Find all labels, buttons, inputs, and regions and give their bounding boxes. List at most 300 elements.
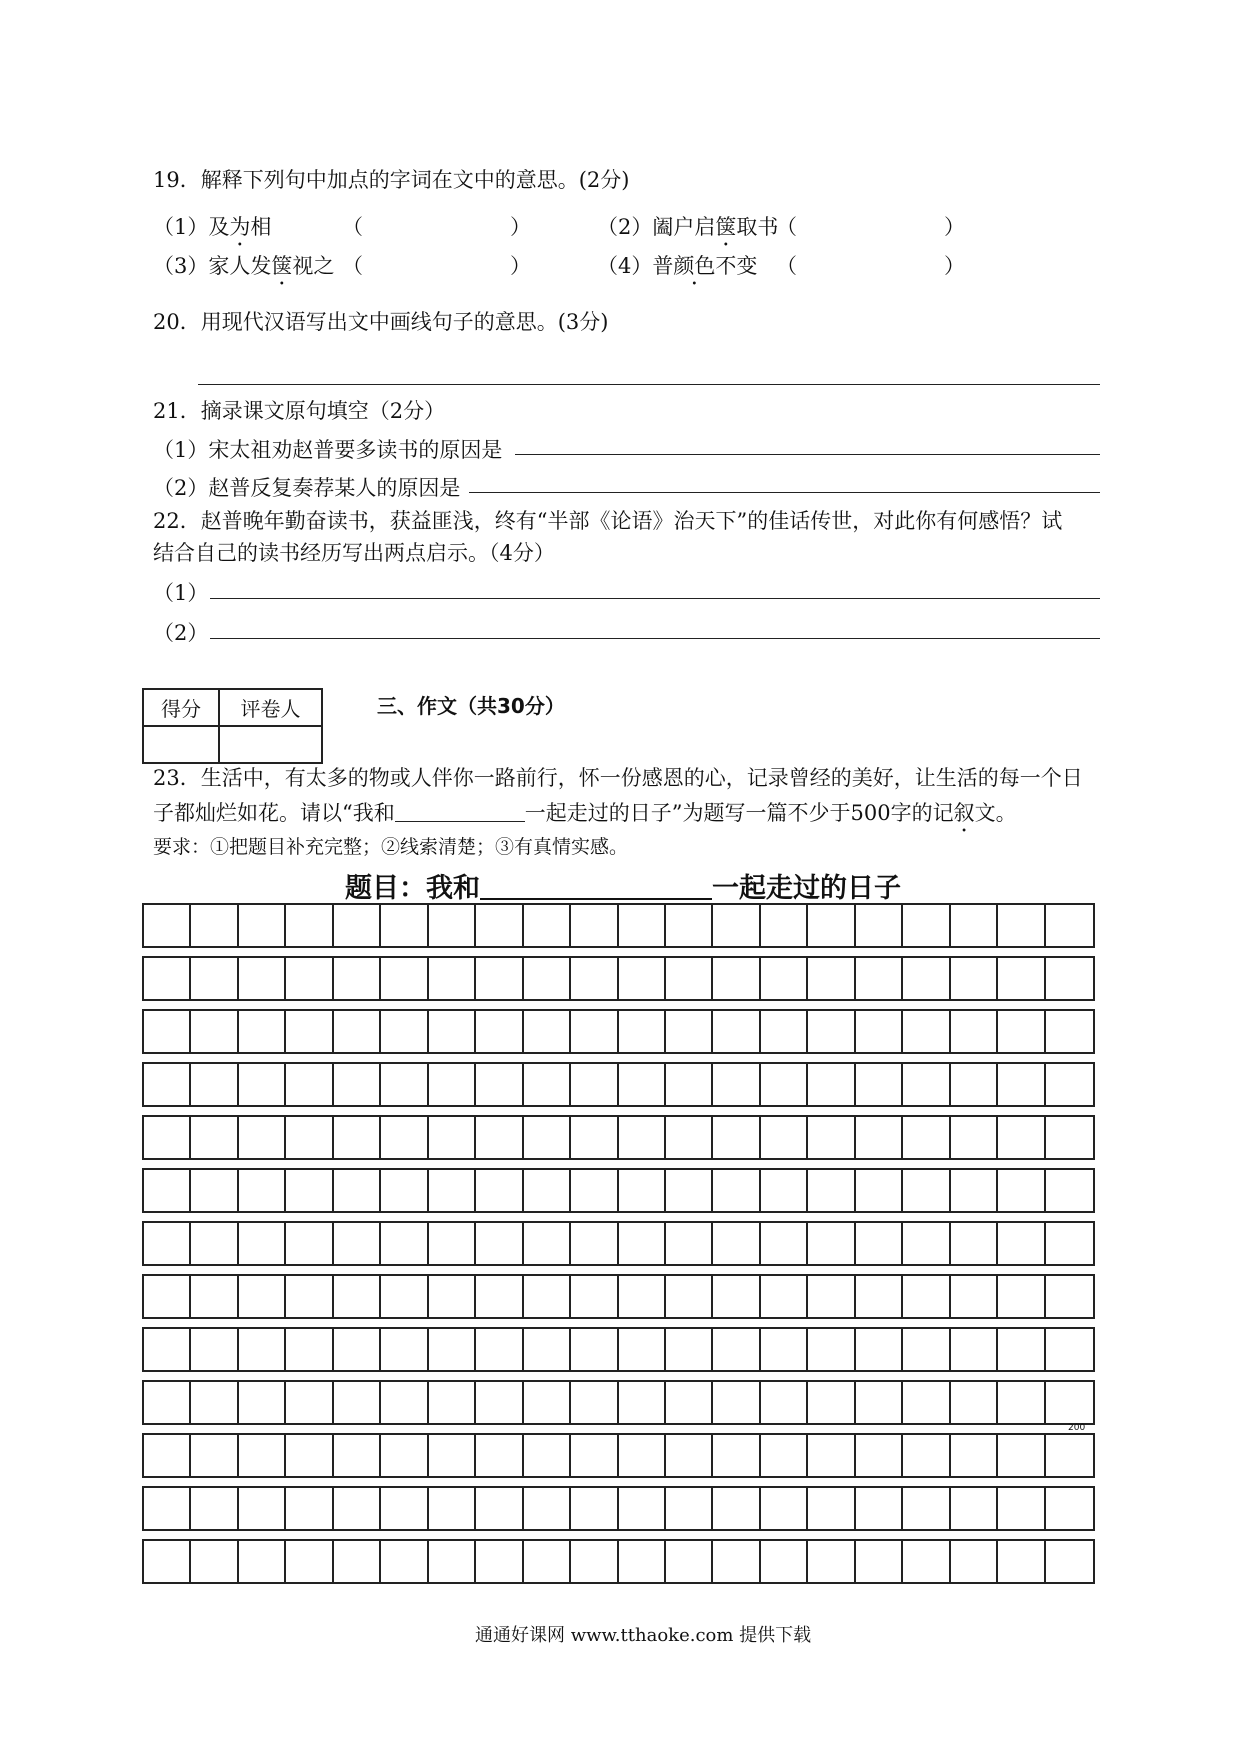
q22-answer-line-2[interactable]	[210, 638, 1100, 639]
essay-grid-cell[interactable]	[998, 1329, 1045, 1370]
essay-grid-cell[interactable]	[381, 1382, 428, 1423]
essay-grid-cell[interactable]	[856, 1011, 903, 1052]
essay-grid-cell[interactable]	[951, 905, 998, 946]
essay-grid-cell[interactable]	[1046, 958, 1093, 999]
essay-grid-cell[interactable]	[619, 1117, 666, 1158]
essay-grid-cell[interactable]	[951, 1064, 998, 1105]
essay-grid-row[interactable]	[142, 903, 1095, 948]
essay-grid-cell[interactable]	[334, 1223, 381, 1264]
essay-grid-cell[interactable]	[1046, 1117, 1093, 1158]
essay-grid-cell[interactable]	[524, 905, 571, 946]
essay-grid-cell[interactable]	[429, 1488, 476, 1529]
essay-grid-cell[interactable]	[1046, 905, 1093, 946]
essay-grid-cell[interactable]	[571, 1382, 618, 1423]
essay-grid-cell[interactable]	[998, 1170, 1045, 1211]
essay-grid-cell[interactable]	[998, 1223, 1045, 1264]
essay-grid-cell[interactable]	[144, 1541, 191, 1582]
essay-grid-cell[interactable]	[191, 958, 238, 999]
essay-grid-cell[interactable]	[144, 1435, 191, 1476]
essay-grid-cell[interactable]	[571, 905, 618, 946]
essay-grid-cell[interactable]	[429, 905, 476, 946]
essay-grid-cell[interactable]	[334, 1011, 381, 1052]
essay-grid-cell[interactable]	[951, 1541, 998, 1582]
essay-grid-cell[interactable]	[1046, 1170, 1093, 1211]
essay-grid-cell[interactable]	[381, 958, 428, 999]
essay-grid-cell[interactable]	[429, 1117, 476, 1158]
q23-line2: 子都灿烂如花。请以“我和 一起走过的日子”为题写一篇不少于500字的记叙文。	[153, 801, 1017, 825]
q20-answer-line[interactable]	[198, 384, 1100, 385]
essay-grid-cell[interactable]	[334, 1117, 381, 1158]
essay-grid-cell[interactable]	[286, 958, 333, 999]
q19-item-3: （3）家人发箧视之	[153, 254, 335, 278]
essay-grid-cell[interactable]	[381, 1223, 428, 1264]
essay-grid-cell[interactable]	[429, 1170, 476, 1211]
essay-grid-cell[interactable]	[144, 905, 191, 946]
essay-grid-cell[interactable]	[191, 1064, 238, 1105]
essay-grid-cell[interactable]	[429, 1064, 476, 1105]
essay-grid-cell[interactable]	[761, 1064, 808, 1105]
essay-grid-cell[interactable]	[998, 1276, 1045, 1317]
essay-grid-cell[interactable]	[476, 1064, 523, 1105]
q19-item-4: （4）普颜色不变	[597, 254, 758, 278]
essay-grid-cell[interactable]	[761, 905, 808, 946]
essay-grid-cell[interactable]	[334, 1435, 381, 1476]
essay-grid-cell[interactable]	[761, 1011, 808, 1052]
essay-grid-cell[interactable]	[571, 1276, 618, 1317]
essay-grid-cell[interactable]	[903, 958, 950, 999]
essay-grid-cell[interactable]	[191, 1329, 238, 1370]
essay-grid-cell[interactable]	[903, 1382, 950, 1423]
essay-grid-cell[interactable]	[144, 1223, 191, 1264]
q22-stem-line1: 22．赵普晚年勤奋读书，获益匪浅，终有“半部《论语》治天下”的佳话传世，对此你有何感悟？试	[153, 509, 1063, 533]
essay-grid-cell[interactable]	[239, 958, 286, 999]
essay-grid-cell[interactable]	[808, 1435, 855, 1476]
essay-grid-cell[interactable]	[666, 1329, 713, 1370]
essay-grid-cell[interactable]	[903, 905, 950, 946]
essay-grid-cell[interactable]	[476, 1276, 523, 1317]
essay-grid-row[interactable]	[142, 1433, 1095, 1478]
essay-grid-row[interactable]	[142, 1009, 1095, 1054]
essay-grid-cell[interactable]	[619, 1064, 666, 1105]
essay-grid-cell[interactable]	[381, 1541, 428, 1582]
essay-grid-cell[interactable]	[286, 905, 333, 946]
q23-title-blank[interactable]	[395, 803, 525, 822]
essay-grid-row[interactable]	[142, 1327, 1095, 1372]
essay-grid-cell[interactable]	[619, 1276, 666, 1317]
essay-grid-cell[interactable]	[191, 1435, 238, 1476]
essay-grid-cell[interactable]	[191, 1276, 238, 1317]
grid-count-marker: 200	[1068, 1423, 1086, 1433]
essay-grid-cell[interactable]	[239, 1488, 286, 1529]
essay-grid-cell[interactable]	[808, 958, 855, 999]
essay-grid-cell[interactable]	[713, 1223, 760, 1264]
essay-grid-cell[interactable]	[713, 1170, 760, 1211]
q22-answer-line-1[interactable]	[210, 598, 1100, 599]
essay-grid-cell[interactable]	[998, 1064, 1045, 1105]
essay-grid-cell[interactable]	[334, 1541, 381, 1582]
essay-grid-cell[interactable]	[903, 1435, 950, 1476]
essay-grid-cell[interactable]	[239, 1541, 286, 1582]
essay-grid-cell[interactable]	[571, 1011, 618, 1052]
q22-label-1: （1）	[153, 581, 209, 605]
essay-grid-cell[interactable]	[381, 1488, 428, 1529]
essay-grid-cell[interactable]	[903, 1488, 950, 1529]
essay-grid-cell[interactable]	[951, 1329, 998, 1370]
essay-grid-cell[interactable]	[381, 1276, 428, 1317]
essay-grid-cell[interactable]	[571, 1064, 618, 1105]
essay-grid-cell[interactable]	[713, 1064, 760, 1105]
essay-grid-cell[interactable]	[286, 1011, 333, 1052]
essay-grid-cell[interactable]	[808, 1170, 855, 1211]
essay-grid-cell[interactable]	[951, 958, 998, 999]
essay-grid-cell[interactable]	[286, 1382, 333, 1423]
essay-grid-cell[interactable]	[191, 1117, 238, 1158]
essay-grid-cell[interactable]	[713, 1541, 760, 1582]
essay-grid-cell[interactable]	[524, 1541, 571, 1582]
essay-grid-cell[interactable]	[808, 1382, 855, 1423]
essay-grid-cell[interactable]	[476, 1011, 523, 1052]
essay-grid-cell[interactable]	[334, 1276, 381, 1317]
essay-grid-cell[interactable]	[334, 905, 381, 946]
score-cell[interactable]	[143, 726, 219, 763]
essay-grid-cell[interactable]	[998, 905, 1045, 946]
essay-grid-cell[interactable]	[619, 1170, 666, 1211]
essay-grid-cell[interactable]	[951, 1223, 998, 1264]
essay-grid-cell[interactable]	[1046, 1329, 1093, 1370]
section3-title: 三、作文（共30分）	[377, 694, 565, 718]
essay-grid-cell[interactable]	[381, 1011, 428, 1052]
essay-grid-cell[interactable]	[619, 958, 666, 999]
essay-grid-cell[interactable]	[571, 1170, 618, 1211]
essay-grid-row[interactable]	[142, 1168, 1095, 1213]
q21-line2-label: （2）赵普反复奏荐某人的原因是	[153, 476, 461, 500]
essay-grid-cell[interactable]	[476, 1382, 523, 1423]
essay-grid-cell[interactable]	[761, 958, 808, 999]
essay-grid-cell[interactable]	[286, 1435, 333, 1476]
q23-dotted-word: 记叙文	[932, 801, 996, 825]
essay-grid-cell[interactable]	[524, 1276, 571, 1317]
essay-grid-cell[interactable]	[998, 1382, 1045, 1423]
essay-grid-cell[interactable]	[619, 1011, 666, 1052]
essay-grid-cell[interactable]	[524, 1011, 571, 1052]
essay-grid-cell[interactable]	[239, 1276, 286, 1317]
essay-grid-cell[interactable]	[808, 905, 855, 946]
essay-grid-row[interactable]	[142, 956, 1095, 1001]
essay-grid-cell[interactable]	[951, 1170, 998, 1211]
essay-grid-cell[interactable]	[571, 958, 618, 999]
essay-grid-cell[interactable]	[951, 1117, 998, 1158]
q21-answer-line-1[interactable]	[515, 454, 1100, 455]
essay-grid-cell[interactable]	[903, 1064, 950, 1105]
essay-grid-cell[interactable]	[571, 1488, 618, 1529]
essay-grid-cell[interactable]	[856, 1329, 903, 1370]
essay-grid-cell[interactable]	[903, 1329, 950, 1370]
essay-grid-cell[interactable]	[1046, 1064, 1093, 1105]
essay-grid-cell[interactable]	[1046, 1276, 1093, 1317]
essay-grid-cell[interactable]	[666, 1488, 713, 1529]
essay-grid-row[interactable]	[142, 1486, 1095, 1531]
essay-grid-cell[interactable]	[476, 1170, 523, 1211]
essay-grid-cell[interactable]	[239, 1170, 286, 1211]
essay-grid-cell[interactable]	[334, 1064, 381, 1105]
essay-grid-cell[interactable]	[856, 1223, 903, 1264]
essay-grid-cell[interactable]	[903, 1170, 950, 1211]
essay-grid-cell[interactable]	[144, 1488, 191, 1529]
essay-grid-cell[interactable]	[571, 1223, 618, 1264]
essay-grid-cell[interactable]	[666, 1011, 713, 1052]
essay-grid-cell[interactable]	[903, 1276, 950, 1317]
score-box	[142, 688, 323, 764]
essay-grid-cell[interactable]	[1046, 1435, 1093, 1476]
essay-grid-cell[interactable]	[1046, 1011, 1093, 1052]
essay-grid-cell[interactable]	[429, 1329, 476, 1370]
essay-grid-cell[interactable]	[286, 1117, 333, 1158]
essay-grid-cell[interactable]	[713, 905, 760, 946]
essay-grid-cell[interactable]	[666, 958, 713, 999]
essay-grid-cell[interactable]	[144, 1170, 191, 1211]
essay-grid-cell[interactable]	[619, 1541, 666, 1582]
essay-grid-cell[interactable]	[808, 1223, 855, 1264]
essay-grid-cell[interactable]	[761, 1435, 808, 1476]
essay-grid-cell[interactable]	[761, 1541, 808, 1582]
essay-grid-cell[interactable]	[476, 1435, 523, 1476]
essay-grid-cell[interactable]	[808, 1117, 855, 1158]
essay-grid-cell[interactable]	[286, 1541, 333, 1582]
essay-grid-cell[interactable]	[524, 1435, 571, 1476]
essay-grid-cell[interactable]	[903, 1223, 950, 1264]
essay-grid-cell[interactable]	[713, 1488, 760, 1529]
essay-grid-cell[interactable]	[713, 1117, 760, 1158]
essay-grid-cell[interactable]	[856, 1117, 903, 1158]
essay-grid-cell[interactable]	[191, 1382, 238, 1423]
essay-grid-cell[interactable]	[144, 1011, 191, 1052]
essay-grid-cell[interactable]	[571, 1117, 618, 1158]
essay-grid-cell[interactable]	[239, 1011, 286, 1052]
essay-grid-cell[interactable]	[808, 1541, 855, 1582]
essay-grid-cell[interactable]	[381, 1435, 428, 1476]
essay-grid-cell[interactable]	[144, 958, 191, 999]
q21-answer-line-2[interactable]	[469, 492, 1100, 493]
essay-grid-cell[interactable]	[571, 1329, 618, 1370]
essay-grid-cell[interactable]	[808, 1064, 855, 1105]
q22-stem-line2: 结合自己的读书经历写出两点启示。（4分）	[153, 541, 555, 565]
essay-grid-row[interactable]	[142, 1062, 1095, 1107]
essay-grid-cell[interactable]	[524, 1170, 571, 1211]
essay-grid-cell[interactable]	[713, 1276, 760, 1317]
essay-grid-cell[interactable]	[666, 1276, 713, 1317]
essay-grid-cell[interactable]	[381, 1329, 428, 1370]
essay-grid-cell[interactable]	[666, 1435, 713, 1476]
essay-grid-cell[interactable]	[191, 1541, 238, 1582]
essay-grid-cell[interactable]	[666, 1170, 713, 1211]
essay-grid-row[interactable]	[142, 1274, 1095, 1319]
essay-grid-cell[interactable]	[239, 905, 286, 946]
essay-grid-cell[interactable]	[713, 1435, 760, 1476]
essay-grid-cell[interactable]	[191, 1488, 238, 1529]
essay-grid-cell[interactable]	[619, 1329, 666, 1370]
essay-grid-row[interactable]	[142, 1221, 1095, 1266]
essay-grid-cell[interactable]	[476, 1488, 523, 1529]
essay-grid-cell[interactable]	[334, 1170, 381, 1211]
essay-grid-cell[interactable]	[286, 1329, 333, 1370]
essay-grid-cell[interactable]	[951, 1488, 998, 1529]
essay-grid-cell[interactable]	[713, 958, 760, 999]
essay-grid-cell[interactable]	[903, 1117, 950, 1158]
essay-grid-row[interactable]	[142, 1115, 1095, 1160]
essay-grid-cell[interactable]	[808, 1488, 855, 1529]
essay-grid-cell[interactable]	[713, 1011, 760, 1052]
essay-grid-cell[interactable]	[666, 1117, 713, 1158]
essay-grid-cell[interactable]	[239, 1117, 286, 1158]
essay-grid-cell[interactable]	[191, 905, 238, 946]
essay-grid-cell[interactable]	[619, 1223, 666, 1264]
essay-grid-cell[interactable]	[524, 1064, 571, 1105]
essay-grid-cell[interactable]	[191, 1170, 238, 1211]
essay-grid-cell[interactable]	[144, 1064, 191, 1105]
essay-grid-cell[interactable]	[761, 1382, 808, 1423]
essay-grid-cell[interactable]	[619, 1488, 666, 1529]
essay-grid-cell[interactable]	[951, 1011, 998, 1052]
essay-grid-cell[interactable]	[619, 1435, 666, 1476]
essay-grid-cell[interactable]	[998, 1488, 1045, 1529]
essay-grid-cell[interactable]	[429, 1382, 476, 1423]
essay-grid-cell[interactable]	[381, 905, 428, 946]
essay-grid-cell[interactable]	[666, 1541, 713, 1582]
essay-grid-cell[interactable]	[476, 1329, 523, 1370]
essay-grid-cell[interactable]	[951, 1382, 998, 1423]
essay-grid-cell[interactable]	[856, 1170, 903, 1211]
essay-grid-cell[interactable]	[761, 1170, 808, 1211]
essay-grid-cell[interactable]	[761, 1117, 808, 1158]
q21-stem: 21．摘录课文原句填空（2分）	[153, 399, 446, 423]
essay-grid-cell[interactable]	[286, 1488, 333, 1529]
essay-grid-cell[interactable]	[239, 1435, 286, 1476]
essay-grid-cell[interactable]	[1046, 1223, 1093, 1264]
essay-grid-cell[interactable]	[239, 1382, 286, 1423]
essay-grid-cell[interactable]	[191, 1223, 238, 1264]
essay-grid-cell[interactable]	[286, 1170, 333, 1211]
essay-grid-cell[interactable]	[856, 1488, 903, 1529]
essay-grid-cell[interactable]	[144, 1382, 191, 1423]
essay-grid-cell[interactable]	[476, 1541, 523, 1582]
essay-grid-cell[interactable]	[619, 905, 666, 946]
essay-grid-cell[interactable]	[286, 1276, 333, 1317]
essay-grid-cell[interactable]	[476, 958, 523, 999]
essay-grid-cell[interactable]	[381, 1170, 428, 1211]
q19-item-3-blank[interactable]: （ ）	[342, 254, 531, 278]
essay-grid-cell[interactable]	[524, 1382, 571, 1423]
essay-grid-cell[interactable]	[334, 1329, 381, 1370]
essay-grid-cell[interactable]	[761, 1223, 808, 1264]
essay-grid-cell[interactable]	[666, 905, 713, 946]
essay-grid-cell[interactable]	[334, 1488, 381, 1529]
essay-grid-cell[interactable]	[713, 1329, 760, 1370]
essay-grid-cell[interactable]	[144, 1329, 191, 1370]
essay-grid-cell[interactable]	[429, 1223, 476, 1264]
essay-grid-cell[interactable]	[998, 958, 1045, 999]
essay-grid-cell[interactable]	[476, 1117, 523, 1158]
essay-grid-cell[interactable]	[761, 1329, 808, 1370]
q19-stem: 19．解释下列句中加点的字词在文中的意思。(2分)	[153, 168, 630, 192]
essay-title: 题目：我和 一起走过的日子	[345, 873, 901, 904]
essay-grid-cell[interactable]	[286, 1223, 333, 1264]
essay-grid-row[interactable]	[142, 1539, 1095, 1584]
essay-grid-cell[interactable]	[524, 958, 571, 999]
essay-grid-cell[interactable]	[524, 1117, 571, 1158]
essay-grid-cell[interactable]	[429, 1541, 476, 1582]
essay-title-blank[interactable]	[480, 872, 712, 900]
essay-grid-cell[interactable]	[334, 1382, 381, 1423]
essay-grid-cell[interactable]	[571, 1435, 618, 1476]
essay-grid-cell[interactable]	[429, 1276, 476, 1317]
essay-grid-cell[interactable]	[286, 1064, 333, 1105]
essay-grid-cell[interactable]	[856, 1382, 903, 1423]
essay-grid-cell[interactable]	[144, 1117, 191, 1158]
q19-item-1-blank[interactable]: （ ）	[342, 215, 531, 239]
q19-item-2-blank[interactable]: （ ）	[776, 215, 965, 239]
essay-grid-cell[interactable]	[429, 1011, 476, 1052]
essay-grid-cell[interactable]	[998, 1011, 1045, 1052]
essay-grid-cell[interactable]	[951, 1435, 998, 1476]
essay-grid-cell[interactable]	[856, 958, 903, 999]
essay-grid-cell[interactable]	[239, 1064, 286, 1105]
essay-grid-cell[interactable]	[761, 1276, 808, 1317]
essay-grid-cell[interactable]	[903, 1541, 950, 1582]
essay-grid-cell[interactable]	[666, 1223, 713, 1264]
essay-grid-cell[interactable]	[1046, 1382, 1093, 1423]
essay-grid-cell[interactable]	[998, 1541, 1045, 1582]
essay-grid-cell[interactable]	[191, 1011, 238, 1052]
essay-grid-cell[interactable]	[1046, 1541, 1093, 1582]
essay-grid-cell[interactable]	[429, 1435, 476, 1476]
essay-grid-cell[interactable]	[856, 1435, 903, 1476]
essay-grid-cell[interactable]	[951, 1276, 998, 1317]
essay-grid-cell[interactable]	[429, 958, 476, 999]
essay-grid-cell[interactable]	[239, 1223, 286, 1264]
q19-item-4-blank[interactable]: （ ）	[776, 254, 965, 278]
essay-grid-cell[interactable]	[666, 1382, 713, 1423]
essay-grid-cell[interactable]	[524, 1223, 571, 1264]
essay-grid-cell[interactable]	[998, 1435, 1045, 1476]
essay-grid-cell[interactable]	[666, 1064, 713, 1105]
essay-grid-cell[interactable]	[808, 1276, 855, 1317]
essay-grid-cell[interactable]	[524, 1488, 571, 1529]
essay-grid-cell[interactable]	[761, 1488, 808, 1529]
essay-grid-cell[interactable]	[144, 1276, 191, 1317]
essay-grid-cell[interactable]	[808, 1011, 855, 1052]
essay-grid-cell[interactable]	[998, 1117, 1045, 1158]
essay-grid-cell[interactable]	[381, 1064, 428, 1105]
essay-grid-cell[interactable]	[808, 1329, 855, 1370]
essay-grid-row[interactable]	[142, 1380, 1095, 1425]
essay-grid-cell[interactable]	[1046, 1488, 1093, 1529]
essay-grid-cell[interactable]	[476, 1223, 523, 1264]
essay-grid-cell[interactable]	[239, 1329, 286, 1370]
essay-grid-cell[interactable]	[903, 1011, 950, 1052]
essay-grid-cell[interactable]	[381, 1117, 428, 1158]
essay-grid-cell[interactable]	[856, 905, 903, 946]
essay-grid-cell[interactable]	[856, 1541, 903, 1582]
essay-grid-cell[interactable]	[334, 958, 381, 999]
essay-grid-cell[interactable]	[524, 1329, 571, 1370]
grader-cell[interactable]	[219, 726, 322, 763]
essay-grid-cell[interactable]	[856, 1276, 903, 1317]
essay-grid-cell[interactable]	[713, 1382, 760, 1423]
essay-grid-cell[interactable]	[856, 1064, 903, 1105]
essay-grid-cell[interactable]	[571, 1541, 618, 1582]
essay-grid-cell[interactable]	[619, 1382, 666, 1423]
essay-grid-cell[interactable]	[476, 905, 523, 946]
